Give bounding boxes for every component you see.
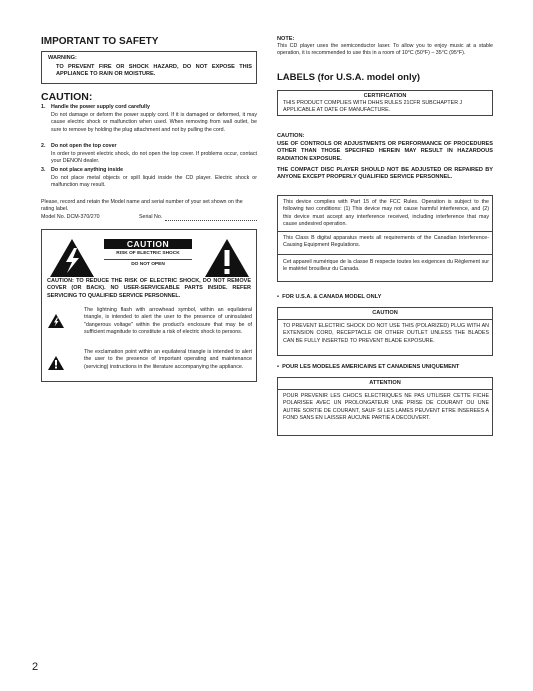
attention-box: [277, 377, 493, 436]
right-column: [277, 0, 493, 691]
exclamation-triangle-icon: [204, 238, 250, 278]
note-text: This CD player uses the semiconductor laser. To allow you to enjoy music at a stable operation, it is recommended to use this in a room of 10°C (50°F) – 35°C (95°F).: [277, 43, 493, 57]
lightning-triangle-icon: [49, 238, 95, 278]
caution-text-1: USE OF CONTROLS OR ADJUSTMENTS OR PERFORMANCE OF PROCEDURES OTHER THAN THOSE SPECIFIED HEREIN MAY RESULT IN HAZARDOUS RADIATION EXPOSURE.: [277, 141, 493, 162]
section-title-safety: IMPORTANT TO SAFETY: [41, 36, 159, 47]
item-body: Do not damage or deform the power supply cord. If it is damaged or deformed, it may cause electric shock or malfunction when used. When removing from wall outlet, be sure to remove by holding the plug attachment and not by pulling the cord.: [51, 112, 257, 133]
attention-heading: ATTENTION: [369, 380, 401, 386]
item-body: In order to prevent electric shock, do not open the top cover. If problems occur, contact your DENON dealer.: [51, 151, 257, 165]
plug-caution-heading: CAUTION: [372, 310, 398, 316]
divider: [278, 254, 492, 255]
fr-heading: • POUR LES MODELES AMERICAINS ET CANADIENS UNIQUEMENT: [277, 364, 460, 370]
divider: [278, 231, 492, 232]
item-title: Do not place anything inside: [51, 167, 124, 173]
item-number: 1.: [41, 104, 46, 110]
caution-text-2: THE COMPACT DISC PLAYER SHOULD NOT BE ADJUSTED OR REPAIRED BY ANYONE EXCEPT PROPERLY QUALIFIED SERVICE PERSONNEL.: [277, 167, 493, 181]
plug-caution-box: [277, 307, 493, 356]
item-number: 3.: [41, 167, 46, 173]
lightning-explanation: The lightning flash with arrowhead symbol, within an equilateral triangle, is intended to alert the user to the presence of uninsulated "dangerous voltage" within the product's enclosure that may be of sufficient magnitude to constitute a risk of electric shock to persons.: [84, 307, 252, 335]
page-number: 2: [32, 661, 39, 673]
canada-statement-en: This Class B digital apparatus meets all requirements of the Canadian Interference-Causing Equipment Regulations.: [283, 235, 489, 249]
record-instruction: Please, record and retain the Model name and serial number of your set shown on the rating label.: [41, 199, 243, 213]
model-label: Model No. DCM-370/270: [41, 214, 100, 220]
exclamation-small-icon: [48, 356, 64, 370]
certification-heading: CERTIFICATION: [363, 93, 407, 99]
plug-caution-text: TO PREVENT ELECTRIC SHOCK DO NOT USE THIS (POLARIZED) PLUG WITH AN EXTENSION CORD, RECEPTACLE OR OTHER OUTLET UNLESS THE BLADES CAN BE FULLY INSERTED TO PREVENT BLADE EXPOSURE.: [283, 323, 489, 344]
item-title: Do not open the top cover: [51, 143, 117, 149]
divider: [278, 319, 492, 320]
left-column: [32, 0, 257, 691]
certification-text: THIS PRODUCT COMPLIES WITH DHHS RULES 21CFR SUBCHAPTER J APPLICABLE AT DATE OF MANUFACTURE.: [283, 100, 463, 114]
serial-line: [165, 220, 257, 221]
caution-heading: CAUTION:: [277, 133, 305, 139]
labels-title: LABELS (for U.S.A. model only): [277, 72, 421, 83]
item-body: Do not place metal objects or spill liquid inside the CD player. Electric shock or malfunction may result.: [51, 175, 257, 189]
item-title: Handle the power supply cord carefully: [51, 104, 150, 110]
item-number: 2.: [41, 143, 46, 149]
us-canada-heading-text: FOR U.S.A. & CANADA MODEL ONLY: [282, 294, 382, 300]
compliance-box: [277, 195, 493, 282]
warning-text: TO PREVENT FIRE OR SHOCK HAZARD, DO NOT EXPOSE THIS APPLIANCE TO RAIN OR MOISTURE.: [56, 64, 252, 78]
caution-title: CAUTION:: [41, 91, 93, 103]
fcc-statement: This device complies with Part 15 of the FCC Rules. Operation is subject to the following two conditions: (1) This device may not cause harmful interference, and (2) this device must accept any interference received, including interference that may cause undesired operation.: [283, 199, 489, 227]
caution-notice: CAUTION: TO REDUCE THE RISK OF ELECTRIC SHOCK, DO NOT REMOVE COVER (OR BACK). NO USER-SERVICEABLE PARTS INSIDE. REFER SERVICING TO QUALIFIED SERVICE PERSONNEL.: [47, 278, 251, 299]
caution-label-box: [41, 229, 257, 382]
note-heading: NOTE:: [277, 36, 295, 42]
caution-banner: CAUTION: [104, 239, 192, 249]
us-canada-heading: • FOR U.S.A. & CANADA MODEL ONLY: [277, 294, 382, 300]
warning-heading: WARNING:: [48, 55, 77, 61]
attention-text: POUR PREVENIR LES CHOCS ELECTRIQUES NE PAS UTILISER CETTE FICHE POLARISEE AVEC UN PROLONGATEUR UNE PRISE DE COURANT OU UNE AUTRE SORTIE DE COURANT, SAUF SI LES LAMES PEUVENT ETRE INSEREES A FOND SANS EN LAISSER AUCUNE PARTIE A DECOUVERT.: [283, 393, 489, 421]
risk-line-1: RISK OF ELECTRIC SHOCK: [116, 251, 180, 256]
fr-heading-text: POUR LES MODELES AMERICAINS ET CANADIENS UNIQUEMENT: [282, 364, 460, 370]
risk-line-2: DO NOT OPEN: [131, 262, 165, 267]
certification-box: [277, 90, 493, 116]
lightning-small-icon: [48, 314, 64, 328]
serial-label: Serial No.: [139, 214, 163, 220]
exclamation-explanation: The exclamation point within an equilateral triangle is intended to alert the user to the presence of important operating and maintenance (servicing) instructions in the literature accompanying the appliance.: [84, 349, 252, 370]
risk-divider: [104, 259, 192, 260]
canada-statement-fr: Cet appareil numérique de la classe B respecte toutes les exigences du Règlement sur le matériel brouilleur du Canada.: [283, 259, 489, 273]
warning-box: [41, 51, 257, 84]
divider: [278, 389, 492, 390]
